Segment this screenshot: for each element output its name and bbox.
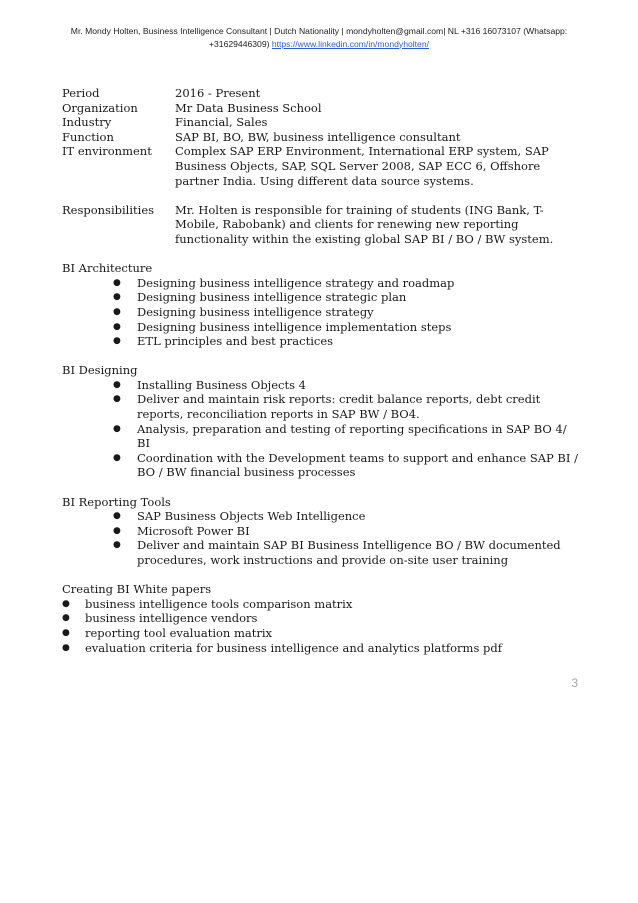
bullet-icon: ●: [62, 613, 70, 624]
section-bi-designing: [62, 363, 582, 480]
detail-row-it-environment: [62, 144, 582, 188]
bullet-icon: ●: [113, 525, 121, 536]
section-title: BI Architecture: [62, 261, 153, 276]
detail-label: Period: [62, 86, 100, 100]
section-title: Creating BI White papers: [62, 582, 212, 597]
header-phone: +31629446309): [209, 38, 272, 49]
bullet-icon: ●: [62, 642, 70, 653]
detail-value: Complex SAP ERP Environment, International ERP system, SAP Business Objects, SAP, SQL Server 2008, SAP ECC 6, Offshore partner India. Using different data source systems.: [175, 144, 549, 188]
linkedin-link[interactable]: https://www.linkedin.com/in/mondyholten/: [271, 38, 429, 49]
list-item: ● Designing business intelligence strategy: [113, 304, 374, 319]
detail-row-industry: [62, 115, 582, 130]
responsibilities-text: Mr. Holten is responsible for training of students (ING Bank, T-Mobile, Rabobank) and clients for renewing new reporting functionality within the existing global SAP BI / BO / BW system.: [175, 202, 554, 246]
detail-label: Organization: [62, 100, 138, 115]
page-number: 3: [571, 676, 578, 690]
section-bi-architecture: [62, 261, 582, 349]
detail-label: IT environment: [62, 144, 152, 159]
bullet-icon: ●: [62, 598, 70, 609]
list-item: ● Microsoft Power BI: [113, 523, 250, 538]
list-item: ● SAP Business Objects Web Intelligence: [113, 509, 366, 524]
responsibilities-label: Responsibilities: [62, 202, 155, 217]
document-body: [62, 86, 582, 655]
detail-label: Function: [62, 129, 114, 144]
bullet-icon: ●: [113, 452, 121, 463]
list-item: ● business intelligence vendors: [62, 611, 258, 626]
bullet-icon: ●: [113, 321, 121, 332]
bullet-icon: ●: [113, 423, 121, 434]
list-item: ● Analysis, preparation and testing of reporting specifications in SAP BO 4/ BI: [113, 421, 567, 451]
detail-value: Mr Data Business School: [175, 100, 322, 115]
detail-row-function: [62, 130, 582, 145]
detail-value: Financial, Sales: [175, 115, 268, 130]
bullet-icon: ●: [113, 511, 121, 522]
bullet-icon: ●: [113, 379, 121, 390]
bullet-list: [62, 509, 582, 567]
bullet-list: [62, 378, 582, 480]
detail-value: 2016 - Present: [175, 86, 261, 100]
list-item: ● Designing business intelligence strategic plan: [113, 290, 407, 305]
section-title: BI Designing: [62, 363, 138, 378]
list-item: ● Installing Business Objects 4: [113, 377, 306, 392]
list-item: ● ETL principles and best practices: [113, 334, 334, 349]
bullet-icon: ●: [113, 336, 121, 347]
list-item: ● Deliver and maintain risk reports: credit balance reports, debt credit reports, reconciliation reports in SAP BW / BO4.: [113, 392, 541, 422]
bullet-icon: ●: [113, 540, 121, 551]
bullet-list: [62, 597, 582, 655]
detail-row-organization: [62, 101, 582, 116]
list-item: ● reporting tool evaluation matrix: [62, 625, 273, 640]
list-item: ● Coordination with the Development teams to support and enhance SAP BI / BO / BW financial business processes: [113, 450, 578, 480]
bullet-icon: ●: [113, 394, 121, 405]
responsibilities-row: [62, 203, 582, 247]
bullet-icon: ●: [62, 627, 70, 638]
list-item: ● Designing business intelligence strategy and roadmap: [113, 275, 455, 290]
page-header: [60, 25, 578, 50]
details-table: [62, 86, 582, 188]
list-item: ● evaluation criteria for business intelligence and analytics platforms pdf: [62, 640, 502, 655]
header-contact-line-2: [60, 38, 578, 51]
list-item: ● Designing business intelligence implementation steps: [113, 319, 452, 334]
detail-label: Industry: [62, 115, 112, 130]
bullet-list: [62, 276, 582, 349]
bullet-icon: ●: [113, 292, 121, 303]
list-item: ● business intelligence tools comparison matrix: [62, 596, 353, 611]
bullet-icon: ●: [113, 277, 121, 288]
section-bi-reporting-tools: [62, 495, 582, 568]
detail-row-period: [62, 86, 582, 101]
section-title: BI Reporting Tools: [62, 494, 171, 509]
header-contact-line: Mr. Mondy Holten, Business Intelligence Consultant | Dutch Nationality | mondyholten@gmail.com| NL +316 16073107 (Whatsapp:: [70, 26, 568, 36]
bullet-icon: ●: [113, 306, 121, 317]
detail-value: SAP BI, BO, BW, business intelligence consultant: [175, 129, 461, 144]
section-white-papers: [62, 582, 582, 655]
list-item: ● Deliver and maintain SAP BI Business Intelligence BO / BW documented procedures, work instructions and provide on-site user training: [113, 538, 561, 567]
